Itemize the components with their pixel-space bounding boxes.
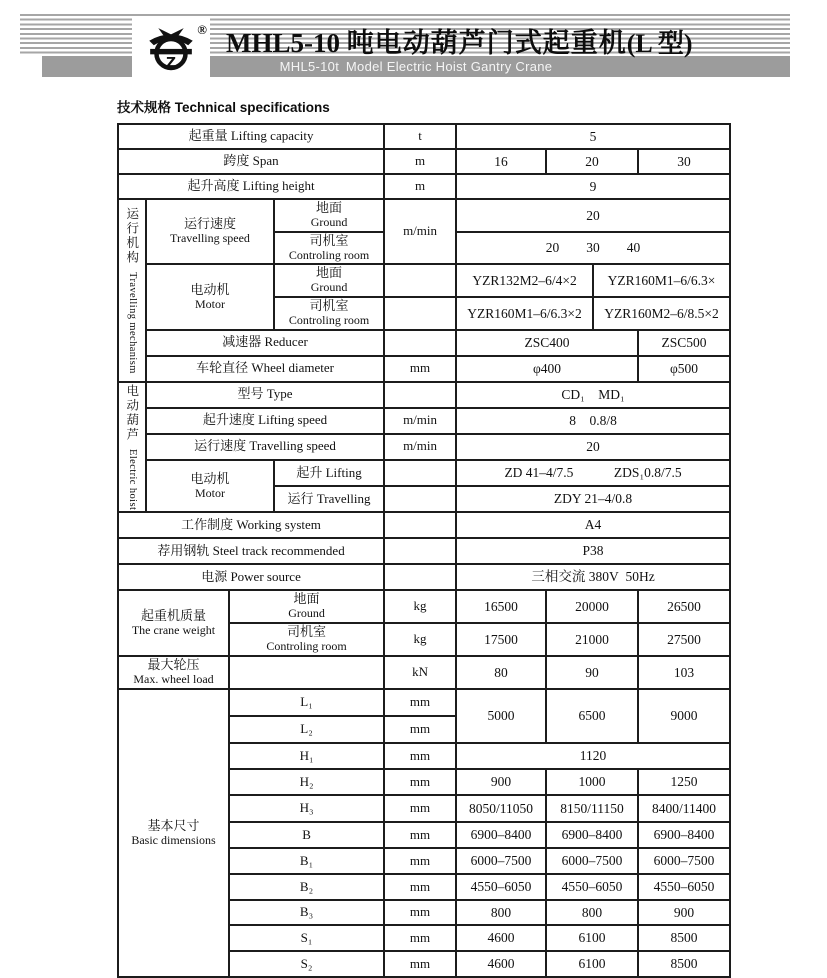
travelling-motor-room-value: YZR160M2–6/8.5×2 — [593, 297, 730, 330]
travelling-motor-room-unit-empty — [384, 297, 456, 330]
dimension-name: L₁ — [229, 689, 384, 716]
dimension-value: 6900–8400 — [456, 822, 546, 848]
lifting-height-label: 起升高度 Lifting height — [118, 174, 384, 199]
reducer-unit-empty — [384, 330, 456, 356]
travelling-motor-room-label: 司机室 Controling room — [274, 297, 384, 330]
dimension-value: 6000–7500 — [456, 848, 546, 874]
travelling-speed-unit: m/min — [384, 199, 456, 264]
dimension-name: B₁ — [229, 848, 384, 874]
hoist-motor-label: 电动机 Motor — [146, 460, 274, 512]
dimension-unit: mm — [384, 925, 456, 951]
group-travelling-mechanism — [118, 199, 146, 382]
dimension-name: H₁ — [229, 743, 384, 769]
group-travelling-mechanism-cn: 运行机构 — [124, 207, 139, 266]
row-steel-track — [118, 538, 730, 564]
row-crane-weight-ground — [118, 590, 730, 623]
span-value: 30 — [638, 149, 730, 174]
crane-weight-room-value: 17500 — [456, 623, 546, 656]
crane-weight-ground-label: 地面 Ground — [229, 590, 384, 623]
max-wheel-load-value: 103 — [638, 656, 730, 689]
crane-weight-room-label: 司机室 Controling room — [229, 623, 384, 656]
max-wheel-load-value: 90 — [546, 656, 638, 689]
dimension-value: 4550–6050 — [546, 874, 638, 900]
row-hoist-motor-lifting — [118, 460, 730, 486]
row-reducer — [118, 330, 730, 356]
dimension-value: 8500 — [638, 925, 730, 951]
title-type-suffix: (L 型) — [626, 29, 693, 58]
dimension-value: 800 — [546, 900, 638, 925]
dimension-value: 1120 — [456, 743, 730, 769]
hoist-motor-travelling-value: ZDY 21–4/0.8 — [456, 486, 730, 512]
reducer-value: ZSC400 — [456, 330, 638, 356]
row-travelling-motor-ground — [118, 264, 730, 297]
working-system-unit-empty — [384, 512, 456, 538]
row-hoist-travelling-speed — [118, 434, 730, 460]
registered-trademark-icon: ® — [197, 22, 207, 37]
row-lifting-height — [118, 174, 730, 199]
dimension-name: H₃ — [229, 795, 384, 822]
dimension-value: 6900–8400 — [638, 822, 730, 848]
crane-weight-ground-value: 20000 — [546, 590, 638, 623]
hoist-type-value: CD₁ MD₁ — [456, 382, 730, 408]
dimension-name: H₂ — [229, 769, 384, 795]
travelling-motor-label: 电动机 Motor — [146, 264, 274, 329]
span-value: 20 — [546, 149, 638, 174]
dimension-name: S₁ — [229, 925, 384, 951]
hoist-type-label: 型号 Type — [146, 382, 384, 408]
hoist-travelling-speed-unit: m/min — [384, 434, 456, 460]
crane-weight-room-value: 21000 — [546, 623, 638, 656]
hoist-type-unit-empty — [384, 382, 456, 408]
row-working-system — [118, 512, 730, 538]
hoist-lifting-speed-label: 起升速度 Lifting speed — [146, 408, 384, 434]
dimension-value: 1000 — [546, 769, 638, 795]
wheel-diameter-unit: mm — [384, 356, 456, 382]
hoist-travelling-speed-label: 运行速度 Travelling speed — [146, 434, 384, 460]
max-wheel-load-spacer — [229, 656, 384, 689]
travelling-speed-room-values: 20 30 40 — [456, 232, 730, 265]
dimension-value: 6100 — [546, 925, 638, 951]
row-span — [118, 149, 730, 174]
brand-logo — [132, 18, 210, 77]
dimension-name: B — [229, 822, 384, 848]
group-electric-hoist-en: Electric hoist — [126, 448, 138, 511]
span-value: 16 — [456, 149, 546, 174]
dimension-value: 800 — [456, 900, 546, 925]
row-travelling-speed-ground — [118, 199, 730, 232]
hoist-motor-travelling-label: 运行 Travelling — [274, 486, 384, 512]
dimension-value: 4600 — [456, 925, 546, 951]
span-label: 跨度 Span — [118, 149, 384, 174]
hoist-travelling-speed-value: 20 — [456, 434, 730, 460]
max-wheel-load-label: 最大轮压 Max. wheel load — [118, 656, 229, 689]
travelling-motor-ground-unit-empty — [384, 264, 456, 297]
max-wheel-load-unit: kN — [384, 656, 456, 689]
group-electric-hoist-cn: 电动葫芦 — [124, 383, 139, 442]
travelling-motor-ground-value: YZR160M1–6/6.3× — [593, 264, 730, 297]
travelling-speed-room-label: 司机室 Controling room — [274, 232, 384, 265]
row-hoist-lifting-speed — [118, 408, 730, 434]
dimension-name: S₂ — [229, 951, 384, 977]
dimension-value: 1250 — [638, 769, 730, 795]
working-system-label: 工作制度 Working system — [118, 512, 384, 538]
row-dimension-L1 — [118, 689, 730, 716]
reducer-value: ZSC500 — [638, 330, 730, 356]
hoist-motor-lifting-unit-empty — [384, 460, 456, 486]
max-wheel-load-value: 80 — [456, 656, 546, 689]
dimension-value: 6000–7500 — [546, 848, 638, 874]
title-model-code: MHL5-10 — [226, 28, 347, 58]
dimension-value: 6000–7500 — [638, 848, 730, 874]
row-hoist-type — [118, 382, 730, 408]
lifting-capacity-value: 5 — [456, 124, 730, 149]
power-source-unit-empty — [384, 564, 456, 590]
row-power-source — [118, 564, 730, 590]
lifting-capacity-unit: t — [384, 124, 456, 149]
dimension-value: 9000 — [638, 689, 730, 743]
travelling-speed-ground-label: 地面 Ground — [274, 199, 384, 232]
dimension-value: 8150/11150 — [546, 795, 638, 822]
dimension-value: 900 — [456, 769, 546, 795]
crane-weight-room-value: 27500 — [638, 623, 730, 656]
dimension-value: 4550–6050 — [638, 874, 730, 900]
dimension-unit: mm — [384, 951, 456, 977]
section-title: 技术规格 Technical specifications — [117, 100, 330, 115]
wheel-diameter-value: φ500 — [638, 356, 730, 382]
travelling-motor-ground-value: YZR132M2–6/4×2 — [456, 264, 593, 297]
hoist-motor-lifting-label: 起升 Lifting — [274, 460, 384, 486]
hoist-lifting-speed-unit: m/min — [384, 408, 456, 434]
dimension-name: B₂ — [229, 874, 384, 900]
row-wheel-diameter — [118, 356, 730, 382]
dimension-unit: mm — [384, 874, 456, 900]
lifting-capacity-label: 起重量 Lifting capacity — [118, 124, 384, 149]
crane-weight-ground-value: 26500 — [638, 590, 730, 623]
title-chinese: 吨电动葫芦门式起重机 — [346, 28, 627, 59]
crane-brand-emblem-icon — [142, 22, 200, 74]
crane-weight-ground-unit: kg — [384, 590, 456, 623]
header-subtitle: MHL5-10t Model Electric Hoist Gantry Crane — [279, 59, 553, 74]
travelling-speed-ground-value: 20 — [456, 199, 730, 232]
steel-track-value: P38 — [456, 538, 730, 564]
power-source-value: 三相交流 380V 50Hz — [456, 564, 730, 590]
basic-dimensions-label: 基本尺寸 Basic dimensions — [118, 689, 229, 977]
dimension-unit: mm — [384, 689, 456, 716]
lifting-height-value: 9 — [456, 174, 730, 199]
wheel-diameter-label: 车轮直径 Wheel diameter — [146, 356, 384, 382]
row-max-wheel-load — [118, 656, 730, 689]
hoist-motor-lifting-value: ZD 41–4/7.5 ZDS₁0.8/7.5 — [456, 460, 730, 486]
crane-weight-ground-value: 16500 — [456, 590, 546, 623]
hoist-lifting-speed-value: 8 0.8/8 — [456, 408, 730, 434]
dimension-unit: mm — [384, 743, 456, 769]
svg-text:Z: Z — [166, 54, 176, 71]
crane-weight-room-unit: kg — [384, 623, 456, 656]
technical-specifications-table — [117, 123, 731, 978]
hoist-motor-travelling-unit-empty — [384, 486, 456, 512]
dimension-unit: mm — [384, 900, 456, 925]
dimension-unit: mm — [384, 848, 456, 874]
dimension-value: 6900–8400 — [546, 822, 638, 848]
dimension-name: B₃ — [229, 900, 384, 925]
travelling-motor-room-value: YZR160M1–6/6.3×2 — [456, 297, 593, 330]
dimension-unit: mm — [384, 822, 456, 848]
travelling-motor-ground-label: 地面 Ground — [274, 264, 384, 297]
page-title — [226, 21, 692, 60]
group-travelling-mechanism-en: Travelling mechanism — [126, 272, 138, 374]
dimension-value: 4600 — [456, 951, 546, 977]
steel-track-unit-empty — [384, 538, 456, 564]
dimension-value: 900 — [638, 900, 730, 925]
power-source-label: 电源 Power source — [118, 564, 384, 590]
wheel-diameter-value: φ400 — [456, 356, 638, 382]
steel-track-label: 荐用钢轨 Steel track recommended — [118, 538, 384, 564]
working-system-value: A4 — [456, 512, 730, 538]
dimension-value: 6100 — [546, 951, 638, 977]
dimension-value: 8050/11050 — [456, 795, 546, 822]
dimension-unit: mm — [384, 795, 456, 822]
dimension-unit: mm — [384, 716, 456, 743]
dimension-value: 8500 — [638, 951, 730, 977]
dimension-name: L₂ — [229, 716, 384, 743]
dimension-value: 4550–6050 — [456, 874, 546, 900]
crane-weight-label: 起重机质量 The crane weight — [118, 590, 229, 656]
dimension-value: 6500 — [546, 689, 638, 743]
reducer-label: 减速器 Reducer — [146, 330, 384, 356]
dimension-value: 5000 — [456, 689, 546, 743]
lifting-height-unit: m — [384, 174, 456, 199]
dimension-unit: mm — [384, 769, 456, 795]
span-unit: m — [384, 149, 456, 174]
row-lifting-capacity — [118, 124, 730, 149]
travelling-speed-label: 运行速度 Travelling speed — [146, 199, 274, 264]
dimension-value: 8400/11400 — [638, 795, 730, 822]
group-electric-hoist — [118, 382, 146, 512]
